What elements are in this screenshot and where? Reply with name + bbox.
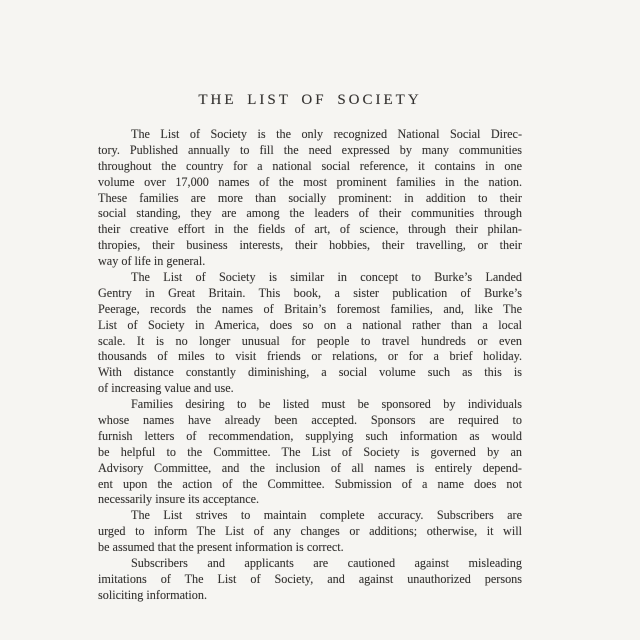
- paragraph-1-line-6: social standing, they are among the leaders of their communities through: [98, 206, 522, 221]
- paragraph-2-line-5: scale. It is no longer unusual for people to travel hundreds or even: [98, 333, 522, 348]
- paragraph-1-line-2: tory. Published annually to fill the need expressed by many communities: [98, 142, 522, 157]
- paragraph-2-line-8: of increasing value and use.: [98, 381, 234, 396]
- paragraph-1-line-1: The List of Society is the only recognized National Social Direc-: [131, 127, 522, 141]
- paragraph-1-line-5: These families are more than socially prominent: in addition to their: [98, 190, 522, 205]
- paragraph-5-line-2: imitations of The List of Society, and against unauthorized persons: [98, 571, 522, 586]
- paragraph-2-line-2: Gentry in Great Britain. This book, a sister publication of Burke’s: [98, 285, 522, 300]
- paragraph-2-line-7: With distance constantly diminishing, a social volume such as this is: [98, 365, 522, 380]
- paragraph-3-line-7: necessarily insure its acceptance.: [98, 492, 260, 507]
- paragraph-1-line-9: way of life in general.: [98, 254, 206, 269]
- paragraph-3-line-6: ent upon the action of the Committee. Submission of a name does not: [98, 476, 522, 491]
- paragraph-4-line-1: The List strives to maintain complete accuracy. Subscribers are: [131, 508, 522, 523]
- paragraph-3-line-5: Advisory Committee, and the inclusion of all names is entirely depend-: [98, 460, 522, 475]
- paragraph-5-line-1: Subscribers and applicants are cautioned against misleading: [131, 556, 522, 571]
- paragraph-1-line-7: their creative effort in the fields of art, of science, through their philan-: [98, 222, 522, 237]
- page-title: THE LIST OF SOCIETY: [198, 92, 422, 108]
- paragraph-5-line-3: soliciting information.: [98, 587, 207, 602]
- paragraph-4-line-2: urged to inform The List of any changes or additions; otherwise, it will: [98, 524, 522, 539]
- paragraph-2-line-6: thousands of miles to visit friends or relations, or for a brief holiday.: [98, 349, 522, 364]
- paragraph-4-line-3: be assumed that the present information is correct.: [98, 540, 344, 555]
- paragraph-3-line-3: furnish letters of recommendation, supplying such information as would: [98, 428, 522, 443]
- text-block: [98, 127, 522, 604]
- paragraph-3-line-2: whose names have already been accepted. Sponsors are required to: [98, 413, 522, 428]
- paragraph-1-line-3: throughout the country for a national social reference, it contains in one: [98, 158, 522, 173]
- paragraph-2-line-4: List of Society in America, does so on a national rather than a local: [98, 317, 522, 332]
- paragraph-3-line-4: be helpful to the Committee. The List of Society is governed by an: [98, 444, 522, 459]
- paragraph-1-line-4: volume over 17,000 names of the most prominent families in the nation.: [98, 174, 522, 189]
- paragraph-2-line-3: Peerage, records the names of Britain’s foremost families, and, like The: [98, 301, 522, 316]
- paragraph-2-line-1: The List of Society is similar in concept to Burke’s Landed: [131, 270, 522, 285]
- paragraph-1-line-8: thropies, their business interests, their hobbies, their travelling, or their: [98, 238, 522, 253]
- paragraph-3-line-1: Families desiring to be listed must be sponsored by individuals: [131, 397, 522, 412]
